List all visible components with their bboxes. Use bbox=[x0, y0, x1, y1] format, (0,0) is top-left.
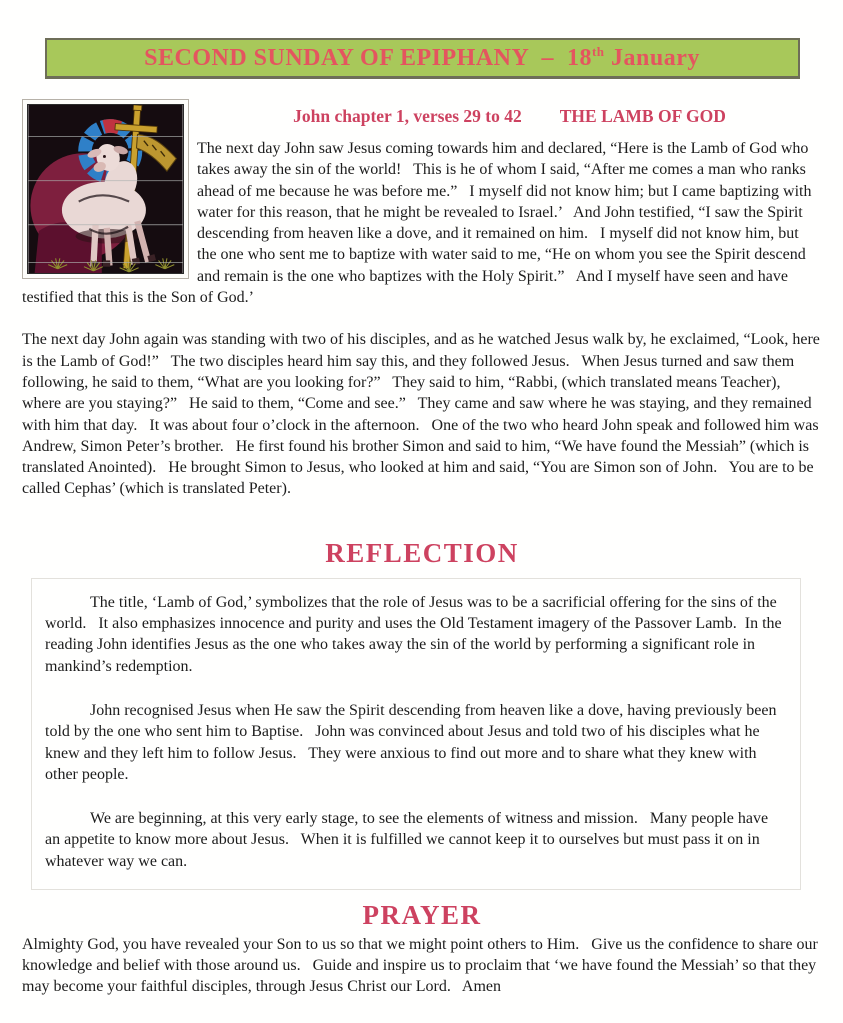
reflection-paragraph-1: The title, ‘Lamb of God,’ symbolizes that the role of Jesus was to be a sacrificial offering for the sins of the world. It also emphasizes innocence and purity and uses the Old Testament imagery of the Passover Lamb. In the reading John identifies Jesus as the one who takes away the sin of the world by performing a significant role in mankind’s redemption. bbox=[45, 593, 786, 675]
reflection-heading: REFLECTION bbox=[325, 537, 519, 568]
lamb-of-god-stained-glass-image bbox=[22, 99, 189, 279]
scripture-section bbox=[22, 99, 822, 500]
scripture-paragraph-2: The next day John again was standing with two of his disciples, and as he watched Jesus walk by, he exclaimed, “Look, here is the Lamb of God!” The two disciples heard him say this, and they followed Jesus. When Jesus turned and saw them following, he said to them, “What are you looking for?” They said to him, “Rabbi, (which translated means Teacher), where are you staying?” He said to them, “Come and see.” They came and saw where he was staying, and they remained with him that day. It was about four o’clock in the afternoon. One of the two who heard John speak and followed him was Andrew, Simon Peter’s brother. He first found his brother Simon and said to him, “We have found the Messiah” (which is translated Anointed). He brought Simon to Jesus, who looked at him and said, “You are Simon son of John. You are to be called Cephas’ (which is translated Peter). bbox=[22, 331, 824, 498]
scripture-title: THE LAMB OF GOD bbox=[559, 106, 726, 126]
reflection-box bbox=[31, 578, 801, 890]
scripture-reference: John chapter 1, verses 29 to 42 bbox=[293, 106, 522, 126]
prayer-paragraph: Almighty God, you have revealed your Son to us so that we might point others to Him. Give us the confidence to share our knowledge and belief with those around us. Guide and inspire us to proclaim that ‘we have found the Messiah’ so that they may become your faithful disciples, through Jesus Christ our Lord. Amen bbox=[22, 935, 822, 996]
page-title: SECOND SUNDAY OF EPIPHANY – 18th January bbox=[144, 43, 700, 71]
prayer-heading: PRAYER bbox=[362, 899, 482, 930]
scripture-paragraph-1: The next day John saw Jesus coming towards him and declared, “Here is the Lamb of God who takes away the sin of the world! This is he of whom I said, “After me comes a man who ranks ahead of me because he was before me.” I myself did not know him; but I came baptizing with water for this reason, that he might be revealed to Israel.’ And John testified, “I saw the Spirit descending from heaven like a dove, and it remained on him. I myself did not know him, but the one who sent me to baptize with water said to me, “He on whom you see the Spirit descend and remain is the one who baptizes with the Holy Spirit.” And I myself have seen and have testified that this is the Son of God.’ bbox=[22, 140, 816, 307]
reflection-paragraph-2: John recognised Jesus when He saw the Spirit descending from heaven like a dove, having previously been told by the one who sent him to Baptise. John was convinced about Jesus and told two of his disciples what he knew and they left him to follow Jesus. They were anxious to find out more and to share what they knew with other people. bbox=[45, 701, 781, 783]
title-banner bbox=[45, 38, 800, 79]
lamb-illustration bbox=[27, 104, 184, 274]
ordinal-superscript: th bbox=[591, 43, 605, 59]
reflection-paragraph-3: We are beginning, at this very early stage, to see the elements of witness and mission. Many people have an appetite to know more about Jesus. When it is fulfilled we cannot keep it to ourselves but must pass it on in whatever way we can. bbox=[45, 810, 773, 870]
